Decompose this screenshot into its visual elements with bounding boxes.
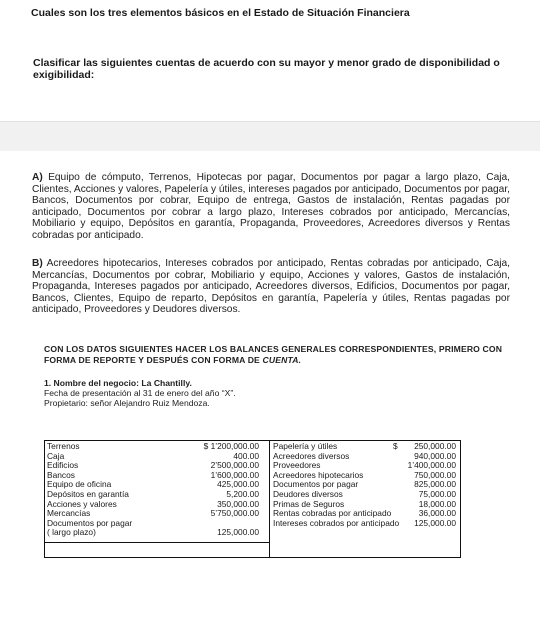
account-amount: 750,000.00 [414, 469, 456, 480]
question-title: Cuales son los tres elementos básicos en el Estado de Situación Financiera [31, 7, 410, 19]
account-amount: 75,000.00 [418, 488, 456, 499]
list-a-label: A) [32, 172, 43, 183]
left-account-amounts [163, 442, 259, 538]
account-name: Mercancías [47, 508, 91, 519]
account-name: Primas de Seguros [273, 498, 345, 509]
list-b-label: B) [32, 258, 43, 269]
account-name: Rentas cobradas por anticipado [273, 508, 392, 519]
account-amount: 18,000.00 [418, 498, 456, 509]
left-account-names [47, 442, 172, 538]
account-name: Depósitos en garantía [47, 488, 129, 499]
list-a-paragraph [32, 172, 510, 242]
account-amount: 940,000.00 [414, 450, 456, 461]
instruction-text: Clasificar las siguientes cuentas de acuerdo con su mayor y menor grado de disponibilidad o exigibilidad: [33, 57, 500, 81]
account-amount: 250,000.00 [414, 441, 456, 451]
account-name: Equipo de oficina [47, 479, 112, 490]
list-a-text: Equipo de cómputo, Terrenos, Hipotecas por pagar, Documentos por pagar a largo plazo, Caja, Clientes, Acciones y valores, Papelería y útiles, intereses pagados por anticipado, Documentos por pagar, Bancos, Documentos por cobrar, Equipo de entrega, Gastos de instalación, Rentas pagadas por anticipado, Documentos por cobrar a largo plazo, Intereses cobrados por anticipado, Mercancías, Mobiliario y equipo, Depósitos en garantía, Propaganda, Proveedores, Acreedores diversos y Rentas cobradas por anticipado. [32, 172, 510, 241]
account-name: Papelería y útiles [273, 441, 338, 451]
left-last-cell [45, 542, 269, 558]
account-name: Documentos por pagar [47, 517, 133, 528]
account-amount: 36,000.00 [418, 508, 456, 519]
business-name: 1. Nombre del negocio: La Chantilly. [44, 378, 192, 388]
right-account-amounts [363, 442, 456, 528]
account-name: Documentos por pagar [273, 479, 359, 490]
currency-symbol: $ [393, 441, 398, 451]
account-amount: $ 1’200,000.00 [203, 441, 259, 451]
account-name: Caja [47, 450, 65, 461]
account-name: Intereses cobrados por anticipado [273, 517, 400, 528]
list-b-text: Acreedores hipotecarios, Intereses cobrados por anticipado, Rentas cobradas por anticipado, Caja, Mercancías, Documentos por cobrar, Mobiliario y equipo, Acciones y valores, Gastos de instalación, Propaganda, Intereses pagados por anticipado, Acreedores diversos, Edificios, Documentos por pagar, Bancos, Clientes, Equipo de reparto, Depósitos en garantía, Papelería y útiles, Rentas pagadas por anticipado, Proveedores y Deudores diversos. [32, 258, 510, 316]
account-amount: 5,200.00 [226, 488, 259, 499]
account-name: Bancos [47, 469, 75, 480]
account-amount: 1’600,000.00 [210, 469, 259, 480]
account-name: Terrenos [47, 441, 80, 451]
account-amount: 1’400,000.00 [407, 460, 456, 471]
accounts-table [44, 440, 461, 558]
account-amount: 125,000.00 [217, 527, 259, 538]
account-amount: 425,000.00 [217, 479, 259, 490]
account-amount: 825,000.00 [414, 479, 456, 490]
presentation-date: Fecha de presentación al 31 de enero del año “X”. [44, 388, 236, 398]
account-name: Edificios [47, 460, 79, 471]
list-b-paragraph [32, 258, 510, 316]
business-info [44, 378, 464, 408]
account-name: Deudores diversos [273, 488, 343, 499]
account-name: Acreedores diversos [273, 450, 350, 461]
account-amount: 5’750,000.00 [210, 508, 259, 519]
section-separator [0, 121, 540, 151]
account-name: Acciones y valores [47, 498, 117, 509]
account-name: ( largo plazo) [47, 527, 96, 538]
account-name: Proveedores [273, 460, 321, 471]
exercise-instruction [44, 344, 514, 366]
exercise-instruction-text: CON LOS DATOS SIGUIENTES HACER LOS BALANCES GENERALES CORRESPONDIENTES, PRIMERO CON FORMA DE REPORTE Y DESPUÉS CON FORMA DE [44, 344, 503, 365]
account-amount: 400.00 [233, 450, 259, 461]
account-name: Acreedores hipotecarios [273, 469, 364, 480]
column-divider [269, 441, 270, 557]
owner-name: Propietario: señor Alejandro Ruiz Mendoza. [44, 398, 210, 408]
account-amount: 125,000.00 [414, 517, 456, 528]
account-amount: 350,000.00 [217, 498, 259, 509]
exercise-instruction-italic: CUENTA. [262, 355, 302, 365]
account-amount: 2’500,000.00 [210, 460, 259, 471]
